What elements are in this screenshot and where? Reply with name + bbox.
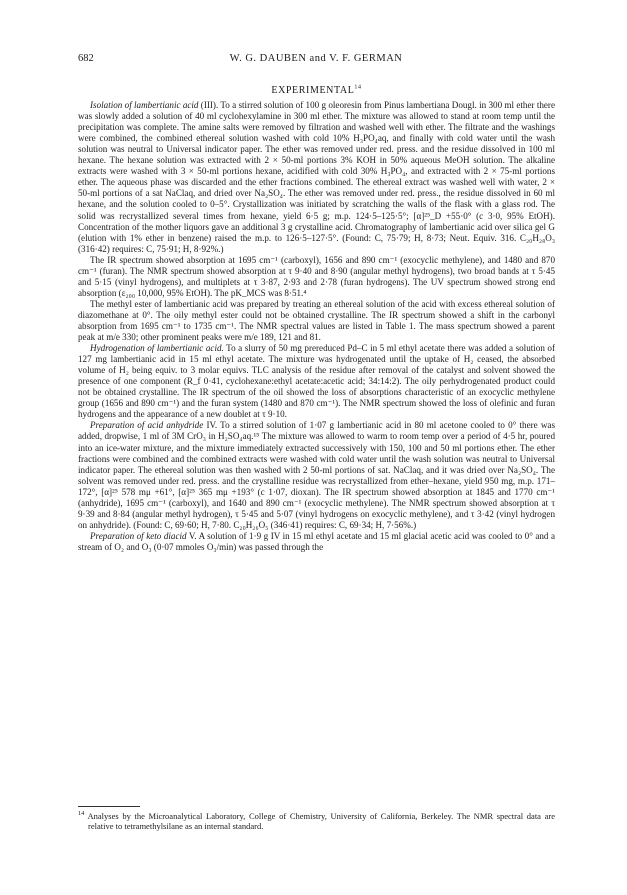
paragraph-hydrogenation-title: Hydrogenation of lambertianic acid. xyxy=(90,343,224,354)
body-text xyxy=(78,85,555,553)
footnote-marker: 14 xyxy=(78,810,85,818)
paragraph-isolation-body: (III). To a stirred solution of 100 g oleoresin from Pinus lambertiana Dougl. in 300 ml ether there was slowly added a solution of 40 ml cyclohexylamine in 300 ml ether. The mixture was allowed to stand at room temp until the precipitation was complete. The amine salts were removed by filtration and washed well with ether. The filtrate and the washings were combined, the combined ethereal solution washed with cold 10% H₃PO₄aq, and finally with cold water until the wash solution was neutral to Universal indicator paper. The ether was removed under red. press. and the residue dissolved in 100 ml hexane. The hexane solution was extracted with 2 × 50-ml portions 3% KOH in 50% aqueous MeOH solution. The alkaline extracts were washed with 3 × 50-ml portions hexane, acidified with cold 30% H₃PO₄, and extracted with 2 × 75-ml portions ether. The aqueous phase was discarded and the ether fractions combined. The ethereal extract was washed well with water, 2 × 50-ml portions of a sat NaClaq, and dried over Na₂SO₄. The ether was removed under red. press., the residue dissolved in 60 ml hexane, and the solution cooled to 0–5°. Crystallization was initiated by scratching the walls of the flask with a glass rod. The solid was recrystallized several times from hexane, yield 6·5 g; m.p. 124·5–125·5°; [α]²⁵_D +55·0° (c 3·0, 95% EtOH). Concentration of the mother liquors gave an additional 3 g crystalline acid. Chromatography of lambertianic acid over silica gel G (elution with 1% ether in benzene) raised the m.p. to 126·5–127·5°. (Found: C, 75·79; H, 8·73; Neut. Equiv. 316. C₂₀H₂₈O₃ (316·42) requires: C, 75·91; H, 8·92%.) xyxy=(78,100,555,254)
paragraph-hydrogenation-body: To a slurry of 50 mg prereduced Pd–C in 5 ml ethyl acetate there was added a solution of 127 mg lambertianic acid in 15 ml ethyl acetate. The mixture was hydrogenated until the uptake of H₂ ceased, the absorbed volume of H₂ being equiv. to 3 molar equivs. TLC analysis of the residue after removal of the catalyst and solvent showed the presence of one component (R_f 0·41, cyclohexane:ethyl acetate:acetic acid; 34:14:2). The oily perhydrogenated product could not be obtained crystalline. The IR spectrum of the oil showed the loss of absorptions characteristic of an exocyclic methylene group (1656 and 890 cm⁻¹) and the furan system (1480 and 870 cm⁻¹). The NMR spectrum showed the loss of olefinic and furan hydrogens and the appearance of a new doublet at τ 9·10. xyxy=(78,343,555,420)
footnote-text: Analyses by the Microanalytical Laboratory, College of Chemistry, University of California, Berkeley. The NMR spectral data are relative to tetramethylsilane as an internal standard. xyxy=(84,811,555,832)
footnote xyxy=(78,811,555,832)
paragraph-anhydride-body: IV. To a stirred solution of 1·07 g lambertianic acid in 80 ml acetone cooled to 0° there was added, dropwise, 1 ml of 3M CrO₃ in H₂SO₄aq.¹⁵ The mixture was allowed to warm to room temp over a period of 4·5 hr, poured into an ice-water mixture, and the mixture immediately extracted successively with 150, 100 and 50 ml portions ether. The ether fractions were combined and the combined extracts were washed with cold water until the wash solution was neutral to Universal indicator paper. The ethereal solution was then washed with 2 50-ml portions of sat. NaClaq, and it was dried over Na₂SO₄. The solvent was removed under red. press. and the crystalline residue was recrystallized from ether–hexane, yield 950 mg, m.p. 171–172°, [α]²⁵ 578 mμ +61°, [α]²⁵ 365 mμ +193° (c 1·07, dioxan). The IR spectrum showed absorption at 1845 and 1770 cm⁻¹ (anhydride), 1695 cm⁻¹ (carboxyl), and 1640 and 890 cm⁻¹ (exocyclic methylene). The NMR spectrum showed absorption at τ 9·39 and 8·84 (angular methyl hydrogen), τ 5·45 and 5·07 (vinyl hydrogens on exocyclic methylene), and τ 3·42 (vinyl hydrogen on anhydride). (Found: C, 69·60; H, 7·80. C₂₀H₂₆O₅ (346·41) requires: C, 69·34; H, 7·56%.) xyxy=(78,420,555,530)
paragraph-isolation-title: Isolation of lambertianic acid xyxy=(90,100,199,111)
paragraph-keto-diacid-body: V. A solution of 1·9 g IV in 15 ml ethyl acetate and 15 ml glacial acetic acid was cooled to 0° and a stream of O₂ and O₃ (0·07 mmoles O₃/min) was passed through the xyxy=(78,530,555,552)
paragraph-hydrogenation xyxy=(78,343,555,420)
paragraph-anhydride xyxy=(78,420,555,530)
running-head: W. G. DAUBEN and V. F. GERMAN xyxy=(229,53,403,64)
section-note-ref: 14 xyxy=(354,84,362,91)
paragraph-isolation xyxy=(78,100,555,255)
paragraph-methyl-ester: The methyl ester of lambertianic acid was prepared by treating an ethereal solution of the acid with excess ethereal solution of diazomethane at 0°. The oily methyl ester could not be obtained crystalline. The IR spectrum showed a shift in the carbonyl absorption from 1695 cm⁻¹ to 1735 cm⁻¹. The NMR spectral values are listed in Table 1. The mass spectrum showed a parent peak at m/e 330; other prominent peaks were m/e 189, 121 and 81. xyxy=(78,298,555,343)
paragraph-keto-diacid xyxy=(78,531,555,553)
paragraph-anhydride-title: Preparation of acid anhydride xyxy=(90,420,204,431)
section-title-text: EXPERIMENTAL xyxy=(271,85,355,96)
section-title xyxy=(78,85,555,96)
page-number: 682 xyxy=(78,53,94,64)
page-header xyxy=(78,53,554,67)
footnote-divider xyxy=(78,806,140,807)
paragraph-ir-nmr: The IR spectrum showed absorption at 1695 cm⁻¹ (carboxyl), 1656 and 890 cm⁻¹ (exocyclic methylene), and 1480 and 870 cm⁻¹ (furan). The NMR spectrum showed absorption at τ 9·40 and 8·90 (angular methyl hydrogens), two broad bands at τ 5·45 and 5·15 (vinyl hydrogens), and multiplets at τ 3·87, 2·93 and 2·78 (furan hydrogens). The UV spectrum showed strong end absorption (ε₂₀₀ 10,000, 95% EtOH). The pK_MCS was 8·51.⁴ xyxy=(78,254,555,298)
paragraph-keto-diacid-title: Preparation of keto diacid xyxy=(90,530,187,541)
